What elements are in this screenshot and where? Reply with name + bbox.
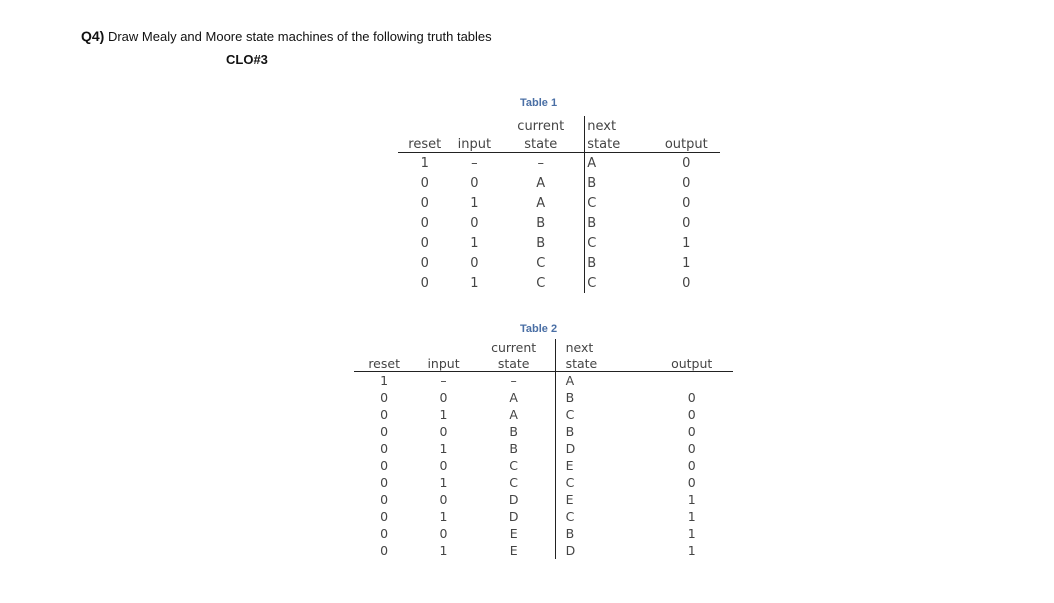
current-state-cell: B (497, 233, 585, 253)
clo-label: CLO#3 (226, 52, 268, 67)
next-state-cell: E (565, 492, 574, 507)
reset-cell: 0 (380, 458, 389, 473)
reset-cell: 0 (380, 509, 389, 524)
current-state-header-bottom: state (497, 134, 585, 153)
table-row (398, 153, 720, 174)
table-row (354, 474, 733, 491)
table2-caption: Table 2 (520, 323, 558, 335)
output-cell: 1 (687, 492, 696, 507)
output-cell (650, 372, 733, 390)
next-state-cell: C (587, 195, 597, 211)
output-cell: 1 (682, 235, 691, 251)
input-cell: 1 (439, 475, 448, 490)
reset-cell: 0 (380, 390, 389, 405)
output-cell: 1 (687, 509, 696, 524)
output-cell: 1 (682, 255, 691, 271)
output-cell: 0 (682, 215, 691, 231)
table-row (354, 508, 733, 525)
current-state-cell: D (473, 491, 555, 508)
next-state-cell: B (587, 175, 597, 191)
table-row (354, 491, 733, 508)
reset-cell: 0 (420, 215, 429, 231)
current-state-cell: E (473, 542, 555, 559)
next-state-header-bottom: state (555, 355, 650, 372)
truth-table-2 (354, 339, 733, 559)
next-state-cell: A (587, 155, 597, 171)
reset-cell: 0 (380, 526, 389, 541)
output-cell: 0 (687, 390, 696, 405)
input-cell: – (471, 155, 478, 171)
table2-body (354, 372, 733, 560)
reset-cell: 0 (420, 195, 429, 211)
table-row (354, 525, 733, 542)
table1-body (398, 153, 720, 294)
reset-cell: 1 (420, 155, 429, 171)
current-state-cell: C (473, 457, 555, 474)
reset-header: reset (398, 134, 452, 153)
input-cell: 1 (470, 195, 479, 211)
next-state-cell: B (587, 255, 597, 271)
next-state-cell: E (565, 458, 574, 473)
question-text (81, 28, 492, 44)
reset-cell: 0 (380, 407, 389, 422)
current-state-cell: C (473, 474, 555, 491)
input-cell: 1 (470, 275, 479, 291)
input-cell: – (440, 373, 447, 388)
table-row (354, 406, 733, 423)
input-cell: 0 (470, 175, 479, 191)
input-cell: 0 (470, 255, 479, 271)
input-header: input (452, 134, 498, 153)
table-row (398, 193, 720, 213)
table-row (398, 253, 720, 273)
input-header: input (414, 355, 472, 372)
current-state-cell: B (497, 213, 585, 233)
current-state-cell: E (473, 525, 555, 542)
input-cell: 0 (439, 458, 448, 473)
input-cell: 0 (439, 526, 448, 541)
current-state-cell: A (497, 193, 585, 213)
current-state-cell: B (473, 423, 555, 440)
next-state-cell: B (587, 215, 597, 231)
output-cell: 0 (687, 458, 696, 473)
current-state-header-top: current (497, 116, 585, 134)
current-state-cell: A (497, 173, 585, 193)
current-state-cell: D (473, 508, 555, 525)
next-state-cell: B (565, 526, 575, 541)
table-row (398, 213, 720, 233)
current-state-cell: C (497, 253, 585, 273)
question-number: Q4) (81, 28, 105, 44)
table-row (354, 440, 733, 457)
output-cell: 0 (682, 175, 691, 191)
table-row (398, 233, 720, 253)
input-cell: 1 (439, 407, 448, 422)
next-state-cell: B (565, 390, 575, 405)
input-cell: 1 (470, 235, 479, 251)
output-cell: 0 (687, 441, 696, 456)
reset-header: reset (354, 355, 414, 372)
reset-cell: 1 (380, 373, 389, 388)
current-state-header-bottom: state (473, 355, 555, 372)
next-state-cell: C (565, 407, 575, 422)
output-cell: 0 (682, 155, 691, 171)
table-row (354, 423, 733, 440)
next-state-cell: C (587, 275, 597, 291)
current-state-header-top: current (473, 339, 555, 355)
current-state-cell: – (497, 153, 585, 174)
next-state-header-bottom: state (585, 134, 653, 153)
output-header: output (653, 134, 720, 153)
reset-cell: 0 (380, 424, 389, 439)
output-cell: 0 (682, 275, 691, 291)
current-state-cell: A (473, 389, 555, 406)
input-cell: 1 (439, 441, 448, 456)
table-row (354, 389, 733, 406)
next-state-cell: D (565, 441, 576, 456)
output-cell: 1 (687, 526, 696, 541)
current-state-cell: C (497, 273, 585, 293)
input-cell: 1 (439, 509, 448, 524)
input-cell: 0 (470, 215, 479, 231)
next-state-cell: D (565, 543, 576, 558)
reset-cell: 0 (380, 441, 389, 456)
output-cell: 0 (687, 424, 696, 439)
current-state-cell: – (473, 372, 555, 390)
reset-cell: 0 (420, 255, 429, 271)
reset-cell: 0 (380, 543, 389, 558)
input-cell: 0 (439, 390, 448, 405)
next-state-cell: C (565, 475, 575, 490)
reset-cell: 0 (420, 175, 429, 191)
current-state-cell: A (473, 406, 555, 423)
reset-cell: 0 (420, 235, 429, 251)
table-row (354, 542, 733, 559)
next-state-header-top: next (565, 340, 594, 355)
next-state-cell: C (587, 235, 597, 251)
output-cell: 0 (687, 475, 696, 490)
output-cell: 0 (682, 195, 691, 211)
reset-cell: 0 (420, 275, 429, 291)
table-row (354, 457, 733, 474)
next-state-cell: C (565, 509, 575, 524)
next-state-cell: A (565, 373, 575, 388)
current-state-cell: B (473, 440, 555, 457)
table-row (354, 372, 733, 390)
table-row (398, 273, 720, 293)
output-header: output (650, 355, 733, 372)
output-cell: 1 (687, 543, 696, 558)
next-state-header-top: next (587, 119, 617, 134)
output-cell: 0 (687, 407, 696, 422)
reset-cell: 0 (380, 492, 389, 507)
table-row (398, 173, 720, 193)
input-cell: 0 (439, 492, 448, 507)
table1-caption: Table 1 (520, 97, 558, 109)
input-cell: 1 (439, 543, 448, 558)
question-prompt: Draw Mealy and Moore state machines of the following truth tables (107, 29, 492, 44)
reset-cell: 0 (380, 475, 389, 490)
input-cell: 0 (439, 424, 448, 439)
truth-table-1 (398, 116, 720, 293)
next-state-cell: B (565, 424, 575, 439)
